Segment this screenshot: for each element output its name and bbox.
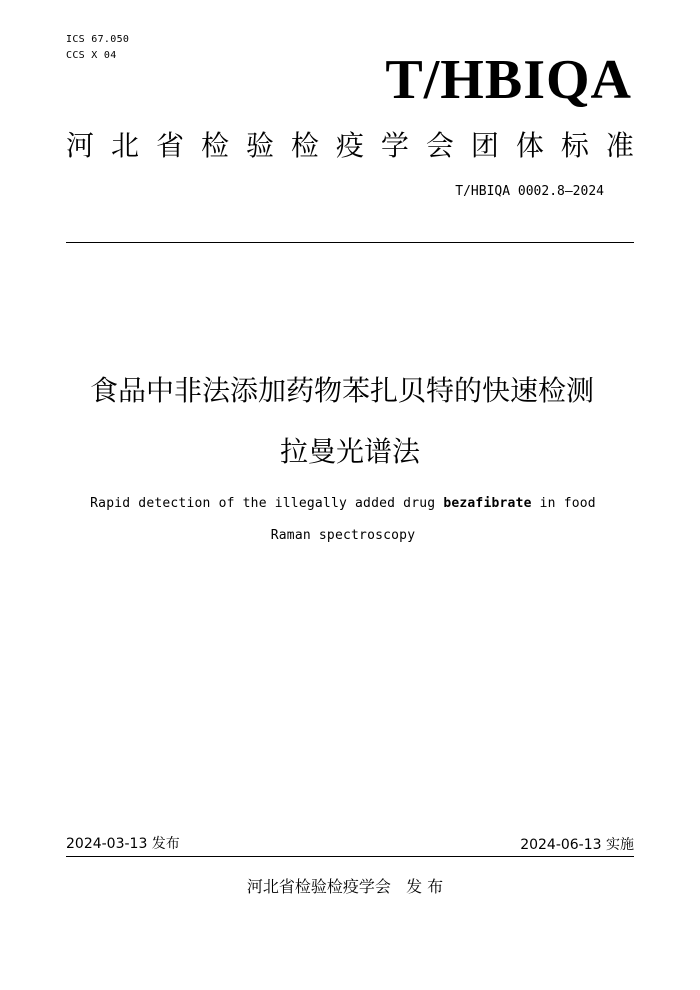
org-char: 团	[470, 129, 499, 162]
org-char: 北	[110, 129, 139, 162]
title-en-post: in food	[531, 496, 596, 511]
org-char: 检	[290, 129, 319, 162]
org-char: 准	[605, 129, 634, 162]
org-char: 河	[66, 129, 95, 162]
title-cn-line1: 食品中非法添加药物苯扎贝特的快速检测	[89, 374, 594, 407]
publisher: 河北省检验检疫学会 发 布	[246, 877, 444, 896]
org-char: 检	[200, 129, 229, 162]
title-cn-line2: 拉曼光谱法	[279, 435, 420, 468]
org-char: 验	[245, 129, 274, 162]
org-char: 标	[560, 129, 589, 162]
org-char: 省	[155, 129, 184, 162]
title-en-line1	[0, 494, 686, 514]
org-char: 体	[515, 129, 544, 162]
standard-number: T/HBIQA 0002.8—2024	[455, 184, 604, 199]
ccs-code: CCS X 04	[66, 50, 117, 61]
ics-code: ICS 67.050	[66, 34, 130, 45]
issue-date: 2024-03-13 发布	[66, 836, 180, 852]
org-char: 疫	[335, 129, 364, 162]
footer-divider	[66, 856, 634, 857]
organization-name	[66, 126, 634, 166]
org-char: 会	[425, 129, 454, 162]
standard-logo: T/HBIQA	[385, 49, 632, 111]
implementation-date: 2024-06-13 实施	[520, 837, 634, 853]
title-en-drug: bezafibrate	[443, 496, 532, 511]
title-en-line2: Raman spectroscopy	[270, 528, 416, 543]
classification-codes	[66, 32, 129, 64]
org-char: 学	[380, 129, 409, 162]
header-divider	[66, 242, 634, 243]
title-en-pre: Rapid detection of the illegally added drug	[90, 496, 444, 511]
